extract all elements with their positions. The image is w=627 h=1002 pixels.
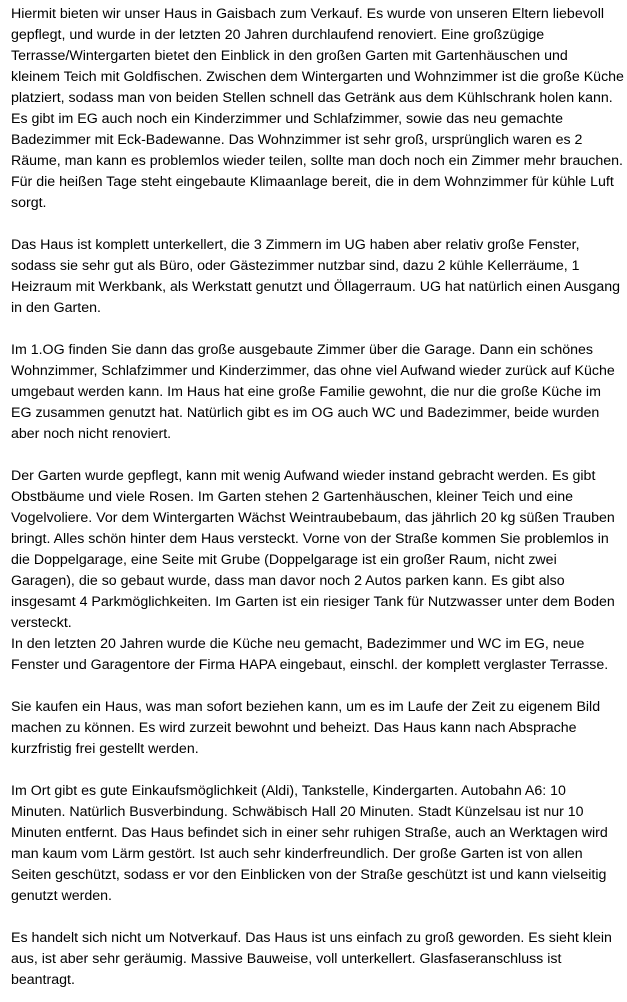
text-line: aus, ist aber sehr geräumig. Massive Bauweise, voll unterkellert. Glasfaseranschluss ist xyxy=(11,951,562,967)
text-line: man kaum vom Lärm gestört. Ist auch sehr kinderfreundlich. Der große Garten ist von allen xyxy=(11,846,583,862)
text-line: beantragt. xyxy=(11,972,75,988)
text-line: kurzfristig frei gestellt werden. xyxy=(11,741,199,757)
text-line: Obstbäume und viele Rosen. Im Garten stehen 2 Gartenhäuschen, kleiner Teich und eine xyxy=(11,489,574,505)
text-line: Vogelvoliere. Vor dem Wintergarten Wächst Weintraubebaum, das jährlich 20 kg süßen Trauben xyxy=(11,510,615,526)
text-line: in den Garten. xyxy=(11,300,101,316)
text-line: Wohnzimmer, Schlafzimmer und Kinderzimmer, das ohne viel Aufwand wieder zurück auf Küche xyxy=(11,363,615,379)
text-line: Der Garten wurde gepflegt, kann mit wenig Aufwand wieder instand gebracht werden. Es gibt xyxy=(11,468,596,484)
text-line: Heizraum mit Werkbank, als Werkstatt genutzt und Öllagerraum. UG hat natürlich einen Ausgang xyxy=(11,279,621,295)
text-line: In den letzten 20 Jahren wurde die Küche neu gemacht, Badezimmer und WC im EG, neue xyxy=(11,636,585,652)
text-line: kleinem Teich mit Goldfischen. Zwischen dem Wintergarten und Wohnzimmer ist die große Küche xyxy=(11,69,624,85)
text-line: bringt. Alles schön hinter dem Haus versteckt. Vorne von der Straße kommen Sie problemlos in xyxy=(11,531,609,547)
text-line: insgesamt 4 Parkmöglichkeiten. Im Garten ist ein riesiger Tank für Nutzwasser unter dem Boden xyxy=(11,594,615,610)
text-line: aber noch nicht renoviert. xyxy=(11,426,172,442)
text-line: EG zusammen genutzt hat. Natürlich gibt es im OG auch WC und Badezimmer, beide wurden xyxy=(11,405,600,421)
description-paragraph xyxy=(11,781,627,907)
description-paragraph xyxy=(11,466,627,676)
text-line: genutzt werden. xyxy=(11,888,112,904)
text-line: machen zu können. Es wird zurzeit bewohnt und beheizt. Das Haus kann nach Absprache xyxy=(11,720,577,736)
text-line: Das Haus ist komplett unterkellert, die 3 Zimmern im UG haben aber relativ große Fenster, xyxy=(11,237,580,253)
description-paragraph xyxy=(11,697,627,760)
text-line: Fenster und Garagentore der Firma HAPA eingebaut, einschl. der komplett verglaster Terrasse. xyxy=(11,657,609,673)
text-line: Minuten. Natürlich Busverbindung. Schwäbisch Hall 20 Minuten. Stadt Künzelsau ist nur 10 xyxy=(11,804,584,820)
text-line: Seiten geschützt, sodass er vor den Einblicken von der Straße geschützt ist und kann vielseitig xyxy=(11,867,607,883)
description-paragraph xyxy=(11,340,627,445)
text-line: Terrasse/Wintergarten bietet den Einblick in den großen Garten mit Gartenhäuschen und xyxy=(11,48,568,64)
text-line: Räume, man kann es problemlos wieder teilen, sollte man doch noch ein Zimmer mehr brauchen. xyxy=(11,153,623,169)
text-line: Im 1.OG finden Sie dann das große ausgebaute Zimmer über die Garage. Dann ein schönes xyxy=(11,342,594,358)
text-line: versteckt. xyxy=(11,615,72,631)
text-line: Es gibt im EG auch noch ein Kinderzimmer und Schlafzimmer, sowie das neu gemachte xyxy=(11,111,563,127)
text-line: sorgt. xyxy=(11,195,47,211)
text-line: Minuten entfernt. Das Haus befindet sich in einer sehr ruhigen Straße, auch an Werktagen wird xyxy=(11,825,608,841)
text-line: Im Ort gibt es gute Einkaufsmöglichkeit (Aldi), Tankstelle, Kindergarten. Autobahn A6: 10 xyxy=(11,783,566,799)
text-line: Badezimmer mit Eck-Badewanne. Das Wohnzimmer ist sehr groß, ursprünglich waren es 2 xyxy=(11,132,583,148)
text-line: platziert, sodass man von beiden Stellen schnell das Getränk aus dem Kühlschrank holen kann. xyxy=(11,90,613,106)
text-line: Es handelt sich nicht um Notverkauf. Das Haus ist uns einfach zu groß geworden. Es sieht klein xyxy=(11,930,612,946)
text-line: Für die heißen Tage steht eingebaute Klimaanlage bereit, die in dem Wohnzimmer für kühle Luft xyxy=(11,174,614,190)
text-line: sodass sie sehr gut als Büro, oder Gästezimmer nutzbar sind, dazu 2 kühle Kellerräume, 1 xyxy=(11,258,580,274)
text-line: gepflegt, und wurde in der letzten 20 Jahren durchlaufend renoviert. Eine großzügige xyxy=(11,27,545,43)
text-line: die Doppelgarage, eine Seite mit Grube (Doppelgarage ist ein großer Raum, nicht zwei xyxy=(11,552,557,568)
description-paragraph xyxy=(11,4,627,214)
text-line: umgebaut werden kann. Im Haus hat eine große Familie gewohnt, die nur die große Küche im xyxy=(11,384,601,400)
description-paragraph xyxy=(11,928,627,991)
text-line: Hiermit bieten wir unser Haus in Gaisbach zum Verkauf. Es wurde von unseren Eltern liebevoll xyxy=(11,6,604,22)
text-line: Garagen), die so gebaut wurde, dass man davor noch 2 Autos parken kann. Es gibt also xyxy=(11,573,565,589)
description-paragraph xyxy=(11,235,627,319)
text-line: Sie kaufen ein Haus, was man sofort beziehen kann, um es im Laufe der Zeit zu eigenem Bild xyxy=(11,699,601,715)
